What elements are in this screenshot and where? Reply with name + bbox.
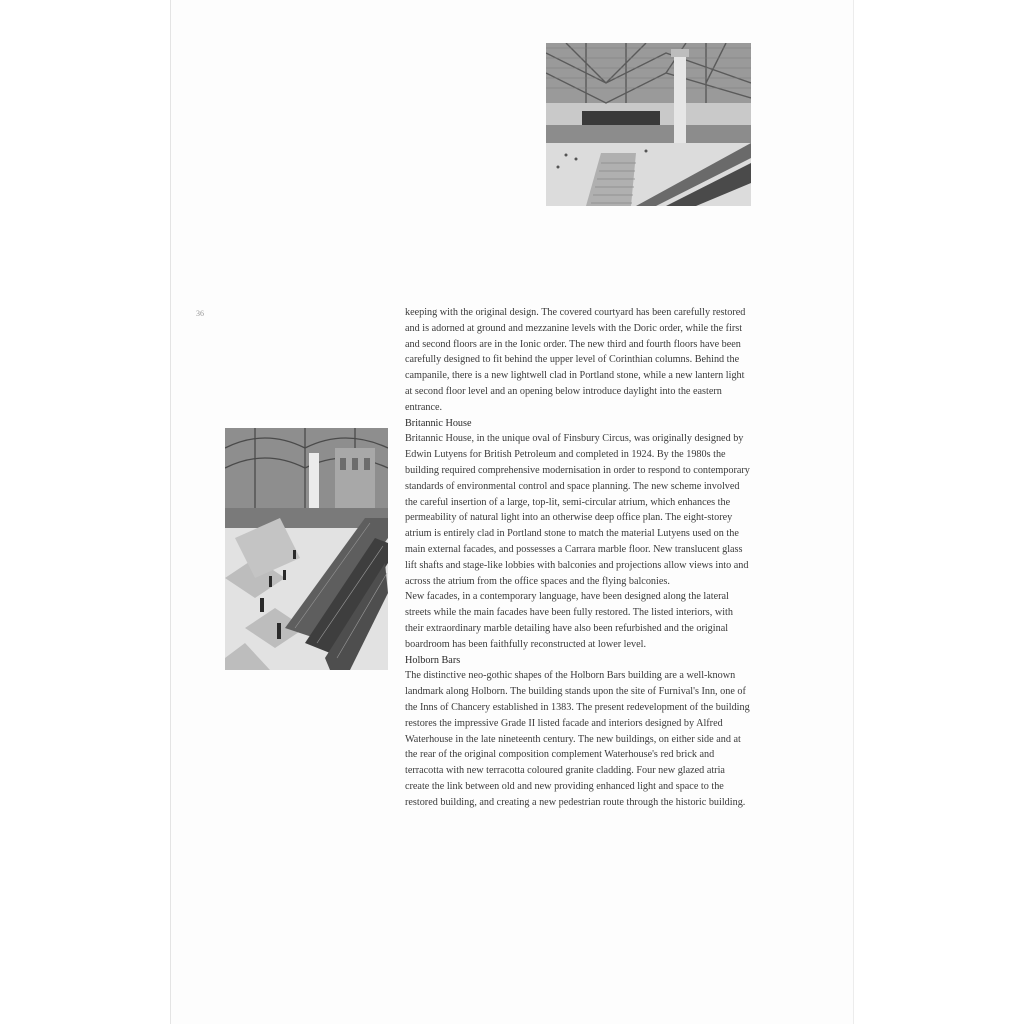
intro-paragraph: keeping with the original design. The covered courtyard has been carefully restored and is adorned at ground and mezzanine levels with the Doric order, while the first and second floors are in the Ionic order. The new third and fourth floors have been carefully designed to fit behind the upper level of Corinthian columns. Behind the campanile, there is a new lightwell clad in Portland stone, while a new lantern light at second floor level and an opening below introduce daylight into the eastern entrance. — [405, 307, 746, 413]
escalator-atrium-illustration — [225, 428, 388, 670]
escalator-atrium-photo — [225, 428, 388, 670]
section-heading-holborn-bars: Holborn Bars — [405, 654, 461, 666]
britannic-house-paragraph-1: Britannic House, in the unique oval of Finsbury Circus, was originally designed by Edwin Lutyens for British Petroleum and completed in 1924. By the 1980s the building required comprehensive modernisation in order to respond to contemporary standards of environmental control and space planning. The new scheme involved the careful insertion of a large, top-lit, semi-circular atrium, which enhances the permeability of natural light into an otherwise deep office plan. The eight-storey atrium is entirely clad in Portland stone to match the material Lutyens used on the main external facades, and possesses a Carrara marble floor. New translucent glass lift shafts and stage-like lobbies with balconies and projections allow views into and across the atrium from the office spaces and the flying balconies. — [405, 433, 750, 587]
article-text — [405, 305, 750, 811]
britannic-house-paragraph-2: New facades, in a contemporary language, have been designed along the lateral streets while the main facades have been fully restored. The listed interiors, with their extraordinary marble detailing have also been refurbished and the original boardroom has been faithfully reconstructed at lower level. — [405, 591, 733, 650]
station-concourse-photo — [546, 43, 751, 206]
section-heading-britannic-house: Britannic House — [405, 417, 472, 429]
holborn-bars-paragraph-1: The distinctive neo-gothic shapes of the Holborn Bars building are a well-known landmark along Holborn. The building stands upon the site of Furnival's Inn, one of the Inns of Chancery established in 1383. The present redevelopment of the building restores the impressive Grade II listed facade and interiors designed by Alfred Waterhouse in the late nineteenth century. The new buildings, on either side and at the rear of the original composition complement Waterhouse's red brick and terracotta with new terracotta coloured granite cladding. Four new glazed atria create the link between old and new providing enhanced light and space to the restored building, and creating a new pedestrian route through the historic building. — [405, 670, 750, 808]
station-concourse-illustration — [546, 43, 751, 206]
page-number: 36 — [196, 309, 204, 318]
